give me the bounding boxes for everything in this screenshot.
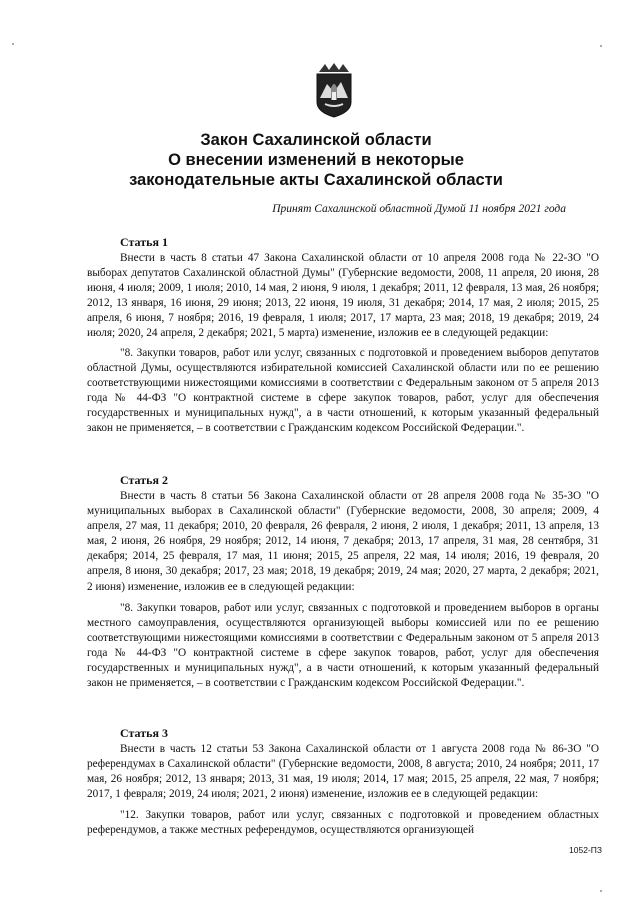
article-3-heading: Статья 3 [120, 726, 168, 740]
article-1-heading: Статья 1 [120, 235, 168, 249]
article-3-quote: "12. Закупки товаров, работ или услуг, связанных с подготовкой и проведением областных референдумов, а также местных референдумов, осуществляются организующей [87, 809, 599, 837]
adoption-note: Принят Сахалинской областной Думой 11 ноября 2021 года [272, 203, 566, 215]
scan-speck [600, 45, 602, 47]
document-footer-code: 1052-ПЗ [569, 845, 602, 855]
article-3-intro: Внести в часть 12 статьи 53 Закона Сахалинской области от 1 августа 2008 года № 86-ЗО "О референдумах в Сахалинской области" (Губернские ведомости, 2008, 8 августа; 2010, 24 ноября; 2011, 17 мая, 26 ноября; 2012, 13 января; 2013, 31 мая, 19 июля; 2014, 17 мая; 2015, 25 апреля, 22 мая, 7 ноября; 2017, 1 февраля; 2019, 24 июля; 2021, 2 июня) изменение, изложив ее в следующей редакции: [87, 743, 599, 801]
article-1-intro: Внести в часть 8 статьи 47 Закона Сахалинской области от 10 апреля 2008 года № 22-ЗО "О выборах депутатов Сахалинской областной Думы" (Губернские ведомости, 2008, 11 апреля, 20 июня, 28 июня, 4 июля; 2009, 1 июля; 2010, 14 мая, 2 июня, 9 июля, 1 декабря; 2011, 12 февраля, 13 мая, 26 ноября; 2012, 13 января, 16 июня, 29 июня; 2013, 22 июня, 19 июля, 31 декабря; 2014, 17 мая, 2 июля; 2015, 25 апреля, 6 июня, 7 ноября; 2016, 19 февраля, 1 июля; 2017, 17 марта, 23 мая; 2018, 19 декабря; 2019, 24 июля; 2020, 24 апреля, 2 декабря; 2021, 5 марта) изменение, изложив ее в следующей редакции: [87, 252, 599, 340]
article-2-quote: "8. Закупки товаров, работ или услуг, связанных с подготовкой и проведением выборов в органы местного самоуправления, осуществляются организующей выборы комиссией или по ее решению соответствующими нижестоящими комиссиями в соответствии с Федеральным законом от 5 апреля 2013 года № 44-ФЗ "О контрактной системе в сфере закупок товаров, работ, услуг для обеспечения государственных и муниципальных нужд", а в части отношений, к которым указанный федеральный закон не применяется, – в соответствии с Гражданским кодексом Российской Федерации.". [87, 602, 599, 690]
scan-speck [600, 890, 602, 892]
scan-speck [12, 43, 14, 45]
article-2-heading: Статья 2 [120, 473, 168, 487]
law-title-line-2: О внесении изменений в некоторые [168, 151, 464, 169]
article-1-quote: "8. Закупки товаров, работ или услуг, связанных с подготовкой и проведением выборов депутатов областной Думы, осуществляются избирательной комиссией Сахалинской области или по ее решению соответствующими нижестоящими комиссиями в соответствии с Федеральным законом от 5 апреля 2013 года № 44-ФЗ "О контрактной системе в сфере закупок товаров, работ, услуг для обеспечения государственных и муниципальных нужд", а в части отношений, к которым указанный федеральный закон не применяется, – в соответствии с Гражданским кодексом Российской Федерации.". [87, 347, 599, 435]
law-title-line-1: Закон Сахалинской области [200, 131, 432, 149]
coat-of-arms-emblem [311, 62, 357, 118]
article-2-intro: Внести в часть 8 статьи 56 Закона Сахалинской области от 28 апреля 2008 года № 35-ЗО "О муниципальных выборах в Сахалинской области" (Губернские ведомости, 2008, 30 апреля; 2009, 4 апреля, 27 мая, 11 декабря; 2010, 20 февраля, 26 февраля, 2 июня, 2 июля, 1 декабря; 2011, 13 апреля, 13 мая, 2 июня, 26 ноября, 29 ноября; 2012, 14 июня, 7 декабря; 2013, 17 апреля, 31 мая, 28 сентября, 31 декабря; 2014, 25 февраля, 17 мая, 11 июня; 2015, 25 апреля, 22 мая, 14 июля; 2016, 19 февраля, 20 апреля, 8 июня, 30 декабря; 2017, 23 мая; 2018, 19 декабря; 2019, 24 мая; 2020, 27 марта, 2 декабря; 2021, 2 июня) изменение, изложив ее в следующей редакции: [87, 490, 599, 593]
law-title-line-3: законодательные акты Сахалинской области [129, 171, 503, 189]
